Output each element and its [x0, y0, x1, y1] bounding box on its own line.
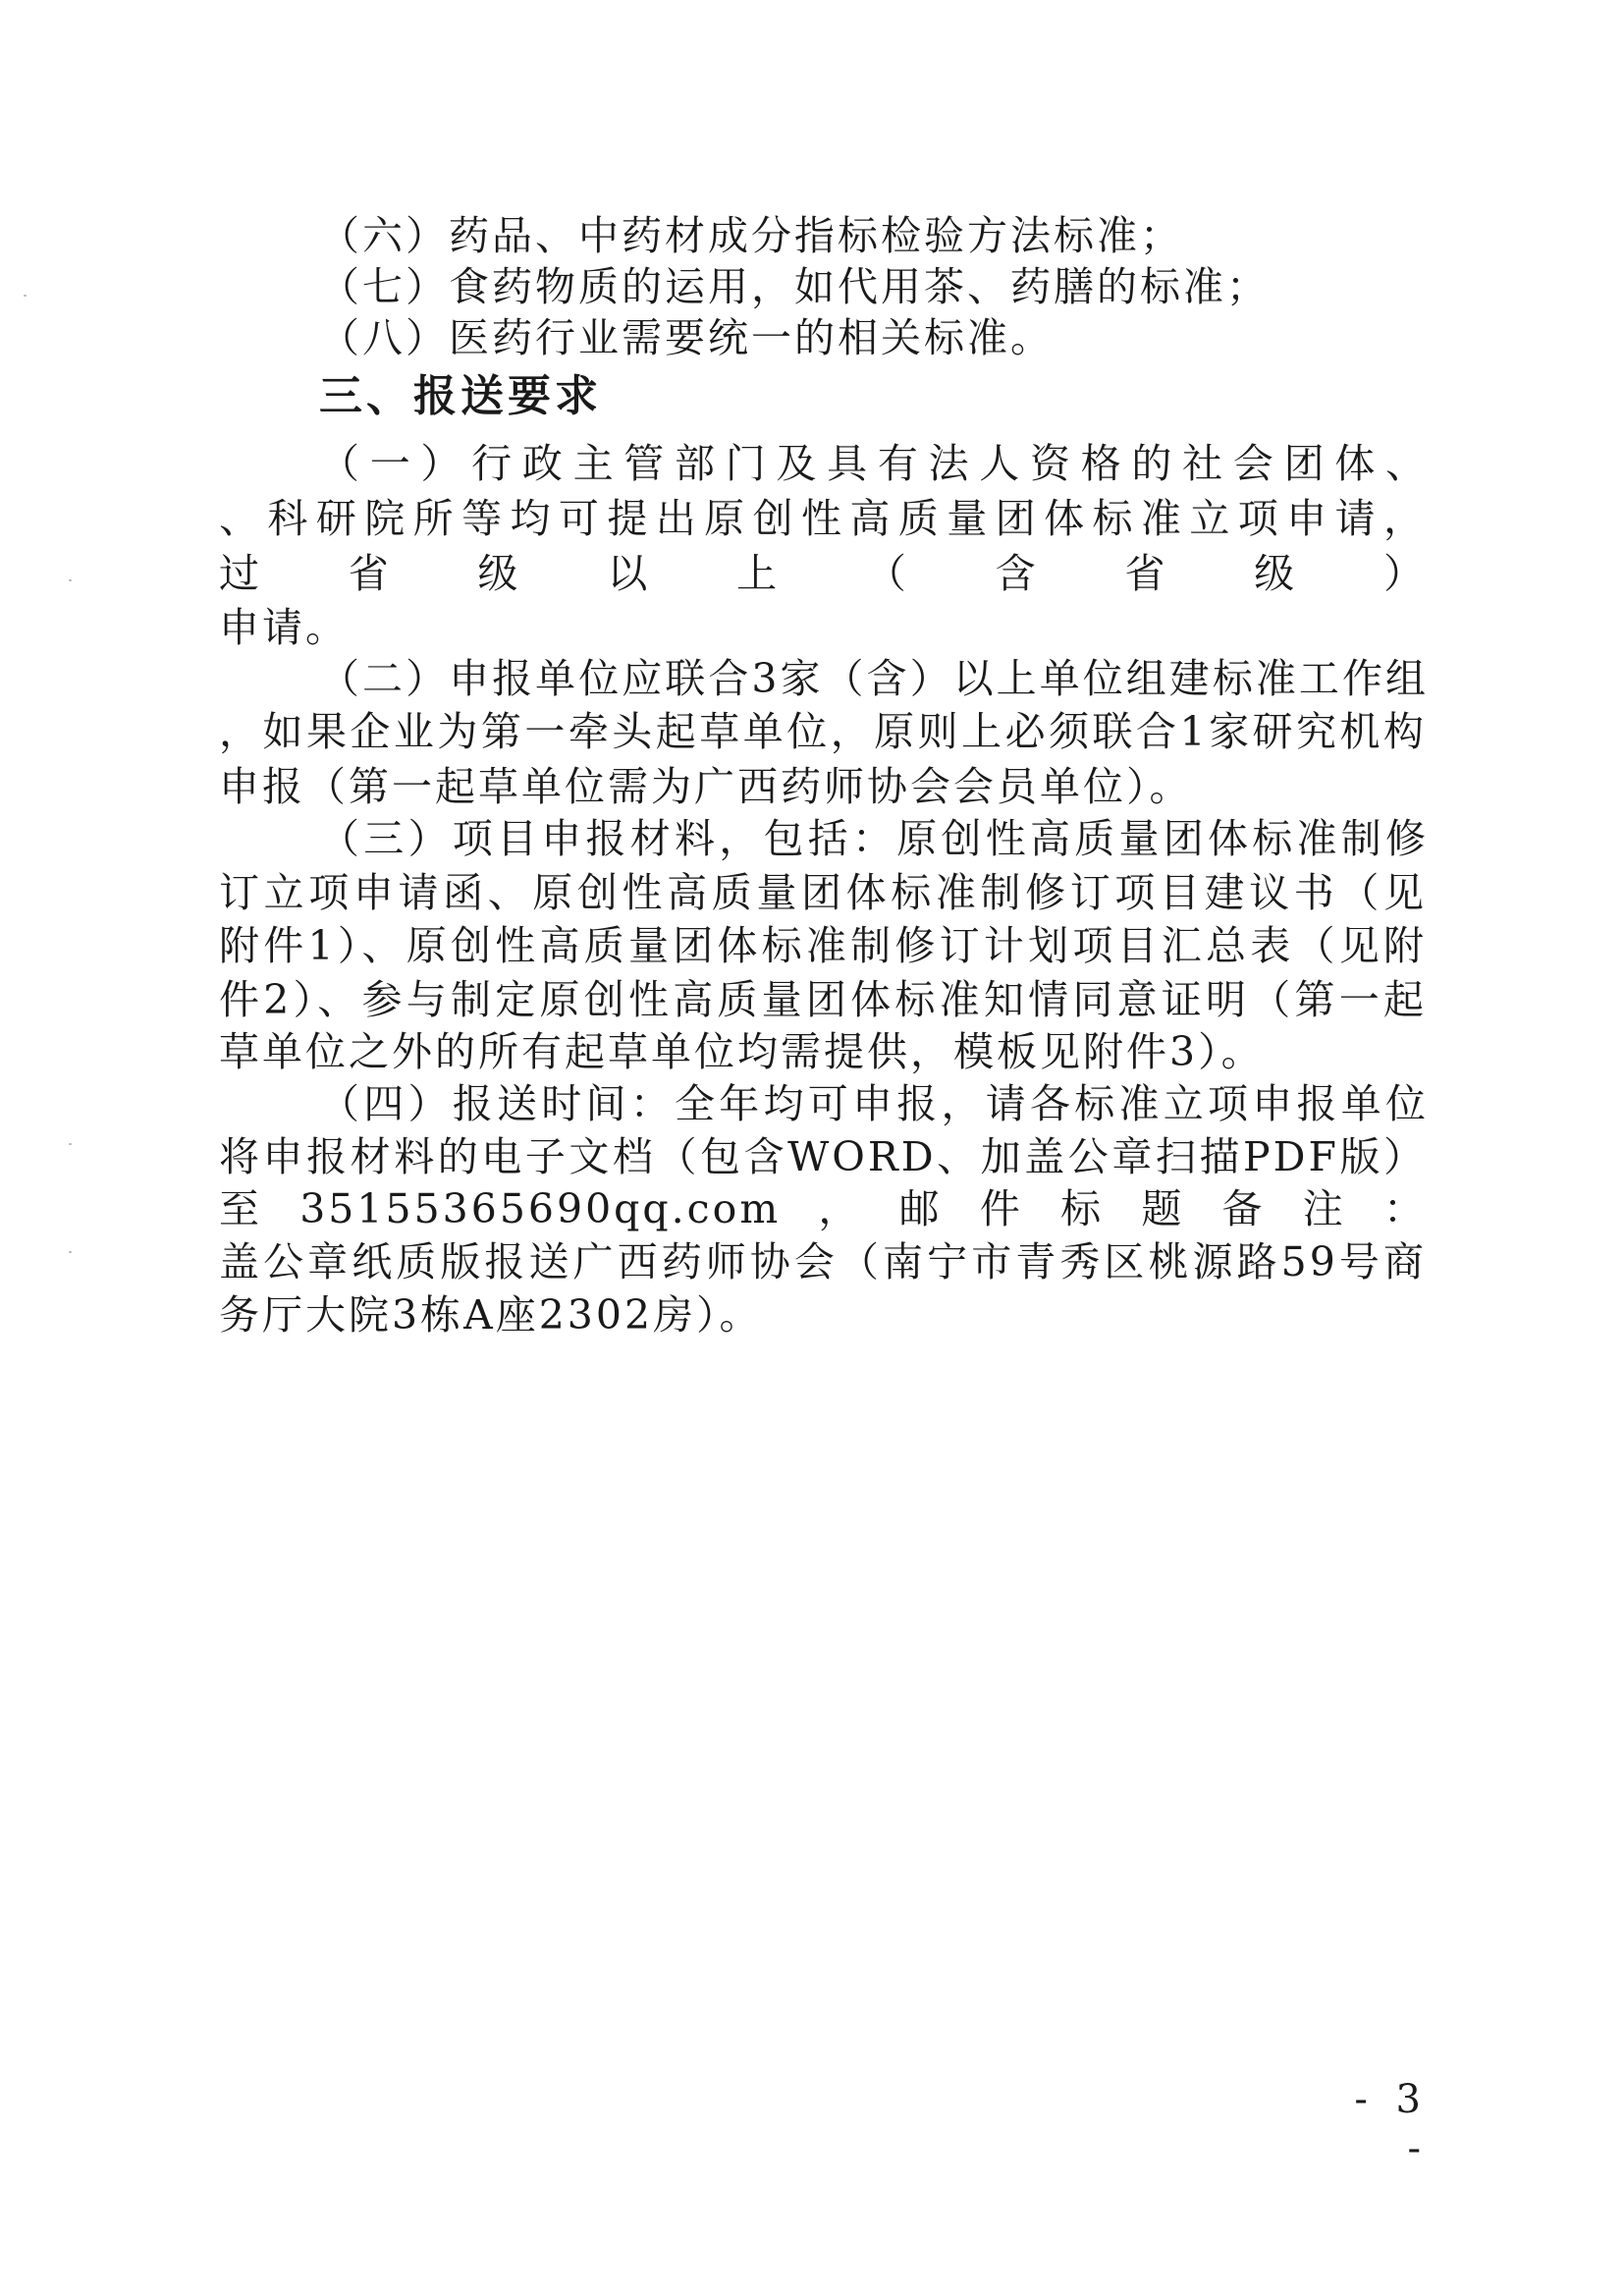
paragraph-line: 过省级以上（含省级） — [219, 550, 1427, 597]
paragraph-line: 附件1）、原创性高质量团体标准制修订计划项目汇总表（见附 — [219, 922, 1427, 969]
list-item-6: （六）药品、中药材成分指标检验方法标准； — [319, 212, 1183, 259]
paragraph-line: ，如果企业为第一牵头起草单位，原则上必须联合1家研究机构 — [219, 708, 1427, 755]
paragraph-line: 、科研院所等均可提出原创性高质量团体标准立项申请， — [219, 495, 1427, 542]
paragraph-line: 申报（第一起草单位需为广西药师协会会员单位）。 — [219, 763, 1193, 810]
paragraph-line: 草单位之外的所有起草单位均需提供，模板见附件3）。 — [219, 1028, 1265, 1075]
list-item-8: （八）医药行业需要统一的相关标准。 — [319, 314, 1054, 361]
scan-speck — [69, 579, 72, 581]
section-heading: 三、报送要求 — [319, 371, 602, 421]
paragraph-line: （三）项目申报材料，包括：原创性高质量团体标准制修 — [319, 815, 1429, 862]
paragraph-line: （一）行政主管部门及具有法人资格的社会团体、 — [319, 440, 1429, 487]
scan-speck — [69, 1251, 72, 1253]
page-number: - 3 - — [1354, 2077, 1429, 2171]
paragraph-line: 申请。 — [219, 604, 349, 651]
paragraph-line: （四）报送时间：全年均可申报，请各标准立项申报单位 — [319, 1080, 1429, 1127]
scan-speck — [24, 295, 27, 297]
paragraph-line: 订立项申请函、原创性高质量团体标准制修订项目建议书（见 — [219, 869, 1427, 916]
paragraph-line: 件2）、参与制定原创性高质量团体标准知情同意证明（第一起 — [219, 976, 1427, 1023]
list-item-7: （七）食药物质的运用，如代用茶、药膳的标准； — [319, 263, 1270, 310]
paragraph-line: 盖公章纸质版报送广西药师协会（南宁市青秀区桃源路59号商 — [219, 1238, 1427, 1285]
paragraph-line: 将申报材料的电子文档（包含WORD、加盖公章扫描PDF版） — [219, 1133, 1427, 1180]
paragraph-line: 至35155365690qq.com，邮件标题备注： — [219, 1185, 1427, 1232]
paragraph-line: 务厅大院3栋A座2302房）。 — [219, 1291, 763, 1339]
paragraph-line: （二）申报单位应联合3家（含）以上单位组建标准工作组 — [319, 655, 1429, 702]
scan-speck — [69, 1143, 72, 1145]
